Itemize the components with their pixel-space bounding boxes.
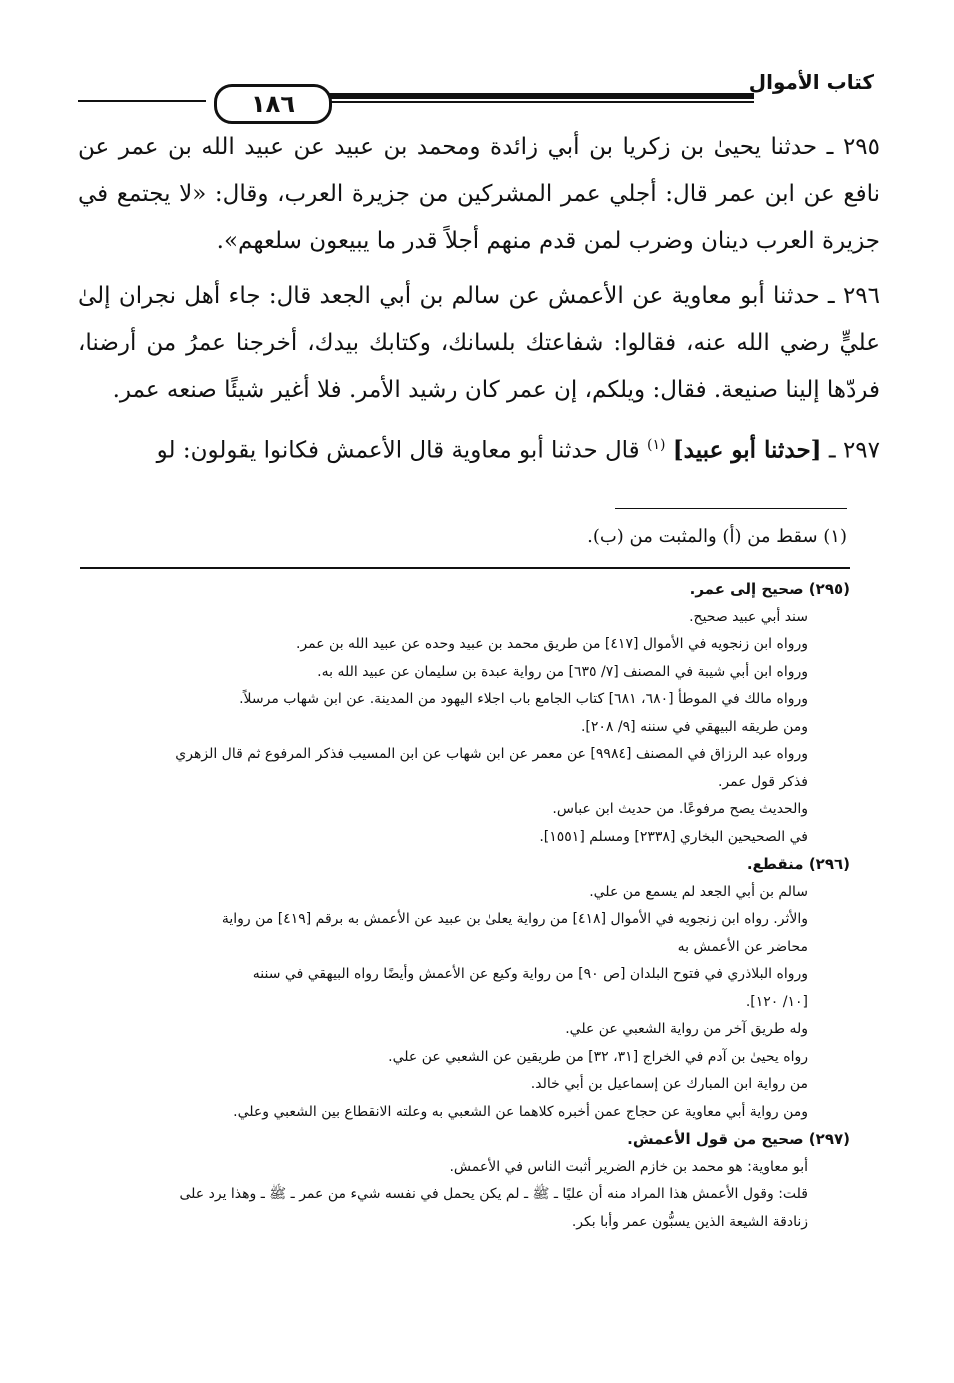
note-line: سند أبي عبيد صحيح. [689, 608, 808, 625]
note-line: ورواه مالك في الموطأ [٦٨٠، ٦٨١] كتاب الجامع باب اجلاء اليهود من المدينة. عن ابن شهاب مرسلاً. [239, 691, 808, 707]
note-line: سالم بن أبي الجعد لم يسمع من علي. [589, 883, 808, 900]
note-line: ومن رواية أبي معاوية عن حجاج عمن أخبره كلاهما عن الشعبي به وعلته الانقطاع بين الشعبي وعلي. [233, 1103, 808, 1120]
note-line: محاضر عن الأعمش به [677, 938, 808, 955]
note-line: فذكر قول عمر. [717, 773, 808, 790]
note-line: أبو معاوية: هو محمد بن خازم الضرير أثبت الناس في الأعمش. [449, 1158, 808, 1175]
note-line: [١٠/ ١٢٠]. [745, 993, 808, 1010]
note-line: من رواية ابن المبارك عن إسماعيل بن أبي خالد. [530, 1076, 808, 1092]
footnote-ref: (١) [647, 437, 666, 453]
note-line: رواه يحيىٰ بن آدم في الخراج [٣١، ٣٢] من طريقين عن الشعبي عن علي. [388, 1048, 808, 1065]
header-rule-left [78, 100, 206, 102]
hadith-297-text: قال حدثنا أبو معاوية قال الأعمش فكانوا يقولون: لو [156, 437, 640, 464]
note-line: زنادقة الشيعة الذين يسبُّون عمر وأبا بكر. [571, 1213, 808, 1230]
note-line: والأثر. رواه ابن زنجويه في الأموال [٤١٨] من رواية يعلىٰ بن عبيد عن الأعمش به برقم [٤١٩] من رواية [221, 911, 808, 927]
note-line: في الصحيحين البخاري [٢٣٣٨] ومسلم [١٥٥١]. [539, 828, 808, 845]
note-heading: (٢٩٧) صحيح من قول الأعمش. [627, 1130, 850, 1148]
note-line: ومن طريقه البيهقي في سننه [٩/ ٢٠٨]. [580, 718, 808, 735]
footnote-rule [615, 508, 847, 509]
main-text [78, 124, 880, 483]
commentary-notes [78, 576, 850, 1236]
hadith-296: ٢٩٦ ـ حدثنا أبو معاوية عن الأعمش عن سالم بن أبي الجعد قال: جاء أهل نجران إلىٰ عليٍّ رضي الله عنه، فقالوا: شفاعتك بلسانك، وكتابك بيدك، أخرجنا عمرُ من أرضنا، فردّها إلينا صنيعة. فقال: ويلكم، إن عمر كان رشيد الأمر. فلا أغير شيئًا صنعه عمر. [78, 283, 880, 403]
note-heading: (٢٩٦) منقطع. [746, 855, 850, 873]
page-header [78, 62, 874, 122]
notes-separator [80, 567, 850, 569]
book-title: كتاب الأموال [748, 70, 874, 94]
note-line: ورواه عبد الرزاق في المصنف [٩٩٨٤] عن معمر عن ابن شهاب عن ابن المسيب فذكر المرفوع ثم قال الزهري [175, 746, 808, 762]
note-line: ورواه البلاذري في فتوح البلدان [ص ٩٠] من رواية وكيع عن الأعمش وأيضًا رواه البيهقي في سننه [252, 966, 808, 982]
hadith-295: ٢٩٥ ـ حدثنا يحيىٰ بن زكريا بن أبي زائدة ومحمد بن عبيد عن عبيد الله بن عمر عن نافع عن ابن عمر قال: أجلي عمر المشركين من جزيرة العرب، وقال: «لا يجتمع في جزيرة العرب دينان وضرب لمن قدم منهم أجلاً قدر ما يبيعون سلعهم». [78, 134, 880, 254]
hadith-297-bracket: [حدثنا أبو عبيد] [672, 436, 822, 464]
hadith-297-number: ٢٩٧ ـ [828, 437, 880, 464]
page-number: ١٨٦ [214, 84, 332, 124]
note-line: والحديث يصح مرفوعًا. من حديث ابن عباس. [552, 801, 808, 817]
note-heading: (٢٩٥) صحيح إلى عمر. [689, 580, 850, 598]
note-line: ورواه ابن زنجويه في الأموال [٤١٧] من طريق محمد بن عبيد وحده عن عبيد الله بن عمر. [295, 636, 808, 652]
hadith-297 [78, 422, 880, 475]
footnote: (١) سقط من (أ) والمثبت من (ب). [587, 526, 847, 547]
note-line: ورواه ابن أبي شيبة في المصنف [٧/ ٦٣٥] من رواية عبدة بن سليمان عن عبيد الله به. [317, 663, 808, 680]
note-line: قلت: وقول الأعمش هذا المراد منه أن عليًا ـ ﷺ ـ لم يكن يحمل في نفسه شيء من عمر ـ ﷺ ـ وهذا يرد على [179, 1186, 808, 1202]
note-line: وله طريق آخر من رواية الشعبي عن علي. [565, 1021, 808, 1037]
